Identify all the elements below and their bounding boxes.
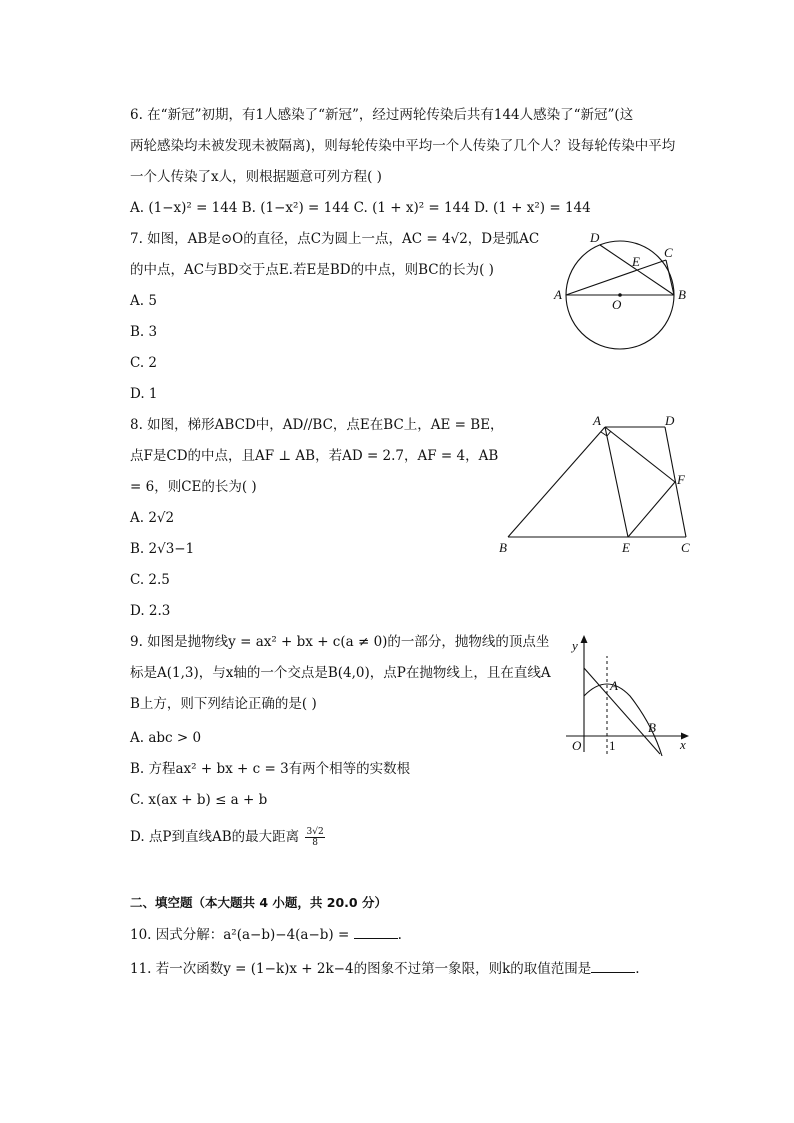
q6-line-1: 6. 在“新冠”初期，有1人感染了“新冠”，经过两轮传染后共有144人感染了“新冠”(这 bbox=[130, 107, 634, 123]
label-a: A bbox=[593, 413, 601, 428]
label-x: x bbox=[680, 737, 686, 752]
q9-line-1: 9. 如图是抛物线y = ax² + bx + c(a ≠ 0)的一部分，抛物线的顶点坐 bbox=[130, 634, 550, 650]
label-e: E bbox=[632, 254, 640, 269]
q8-line-3: = 6，则CE的长为( ) bbox=[130, 479, 257, 495]
q9-option-a: A. abc > 0 bbox=[130, 730, 202, 746]
chord-ac bbox=[566, 260, 666, 295]
q9-fraction bbox=[305, 827, 324, 848]
q9-parabola-figure bbox=[562, 628, 702, 758]
segment-ae bbox=[605, 427, 628, 537]
q6-options: A. (1−x)² = 144 B. (1−x²) = 144 C. (1 + x)² = 144 D. (1 + x²) = 144 bbox=[130, 200, 591, 216]
q7-option-c: C. 2 bbox=[130, 355, 158, 371]
q8-line-2: 点F是CD的中点，且AF ⊥ AB，若AD = 2.7，AF = 4，AB bbox=[130, 448, 499, 464]
q8-option-c: C. 2.5 bbox=[130, 572, 170, 588]
q10-answer-blank[interactable] bbox=[354, 924, 398, 939]
label-b: B bbox=[678, 287, 686, 302]
label-e: E bbox=[622, 540, 630, 555]
label-a: A bbox=[554, 287, 562, 302]
q9-option-c: C. x(ax + b) ≤ a + b bbox=[130, 792, 268, 808]
q9-option-d-text: D. 点P到直线AB的最大距离 bbox=[130, 829, 300, 845]
q10-period: . bbox=[397, 927, 402, 943]
label-y: y bbox=[572, 638, 578, 653]
q9-fraction-denominator: 8 bbox=[312, 838, 318, 848]
label-o: O bbox=[612, 297, 622, 312]
label-d: D bbox=[665, 413, 675, 428]
q10-line bbox=[130, 924, 402, 945]
label-f: F bbox=[677, 472, 685, 487]
q8-option-b: B. 2√3−1 bbox=[130, 541, 195, 557]
q7-option-a: A. 5 bbox=[130, 293, 157, 309]
q9-option-b: B. 方程ax² + bx + c = 3有两个相等的实数根 bbox=[130, 761, 411, 777]
q8-option-a: A. 2√2 bbox=[130, 510, 175, 526]
q9-line-3: B上方，则下列结论正确的是( ) bbox=[130, 696, 317, 712]
q6-line-3: 一个人传染了x人，则根据题意可列方程( ) bbox=[130, 169, 382, 185]
q8-option-d: D. 2.3 bbox=[130, 603, 171, 619]
label-b: B bbox=[499, 540, 507, 555]
q7-line-2: 的中点，AC与BD交于点E.若E是BD的中点，则BC的长为( ) bbox=[130, 262, 494, 278]
q9-fraction-numerator: 3√2 bbox=[306, 827, 324, 837]
q6-line-2: 两轮感染均未被发现未被隔离)，则每轮传染中平均一个人传染了几个人？设每轮传染中平均 bbox=[130, 138, 676, 154]
q8-trapezoid-figure bbox=[495, 410, 705, 560]
label-c: C bbox=[664, 245, 673, 260]
line-ab bbox=[584, 668, 660, 754]
label-d: D bbox=[590, 230, 600, 245]
y-axis-arrow bbox=[581, 635, 588, 643]
q7-option-d: D. 1 bbox=[130, 386, 158, 402]
label-a: A bbox=[610, 678, 618, 693]
label-b: B bbox=[648, 720, 656, 735]
q9-line-2: 标是A(1,3)，与x轴的一个交点是B(4,0)，点P在抛物线上，且在直线A bbox=[130, 665, 551, 681]
q7-option-b: B. 3 bbox=[130, 324, 158, 340]
q11-answer-blank[interactable] bbox=[591, 958, 635, 973]
segment-af bbox=[605, 427, 675, 482]
label-o: O bbox=[572, 738, 582, 753]
q9-option-d bbox=[130, 827, 325, 848]
chord-db bbox=[600, 245, 674, 295]
section-2-header: 二、填空题（本大题共 4 小题，共 20.0 分） bbox=[130, 895, 387, 910]
q10-text: 10. 因式分解：a²(a−b)−4(a−b) = bbox=[130, 927, 354, 943]
label-1: 1 bbox=[609, 738, 616, 753]
q8-line-1: 8. 如图，梯形ABCD中，AD//BC，点E在BC上，AE = BE， bbox=[130, 417, 504, 433]
q11-line bbox=[130, 958, 640, 979]
q7-line-1: 7. 如图，AB是⊙O的直径，点C为圆上一点，AC = 4√2，D是弧AC bbox=[130, 231, 540, 247]
side-ab bbox=[508, 427, 605, 537]
q7-circle-figure bbox=[550, 228, 700, 352]
q11-text: 11. 若一次函数y = (1−k)x + 2k−4的图象不过第一象限，则k的取值范围是 bbox=[130, 961, 592, 977]
segment-ef bbox=[628, 482, 675, 537]
q11-period: . bbox=[635, 961, 640, 977]
label-c: C bbox=[681, 540, 690, 555]
